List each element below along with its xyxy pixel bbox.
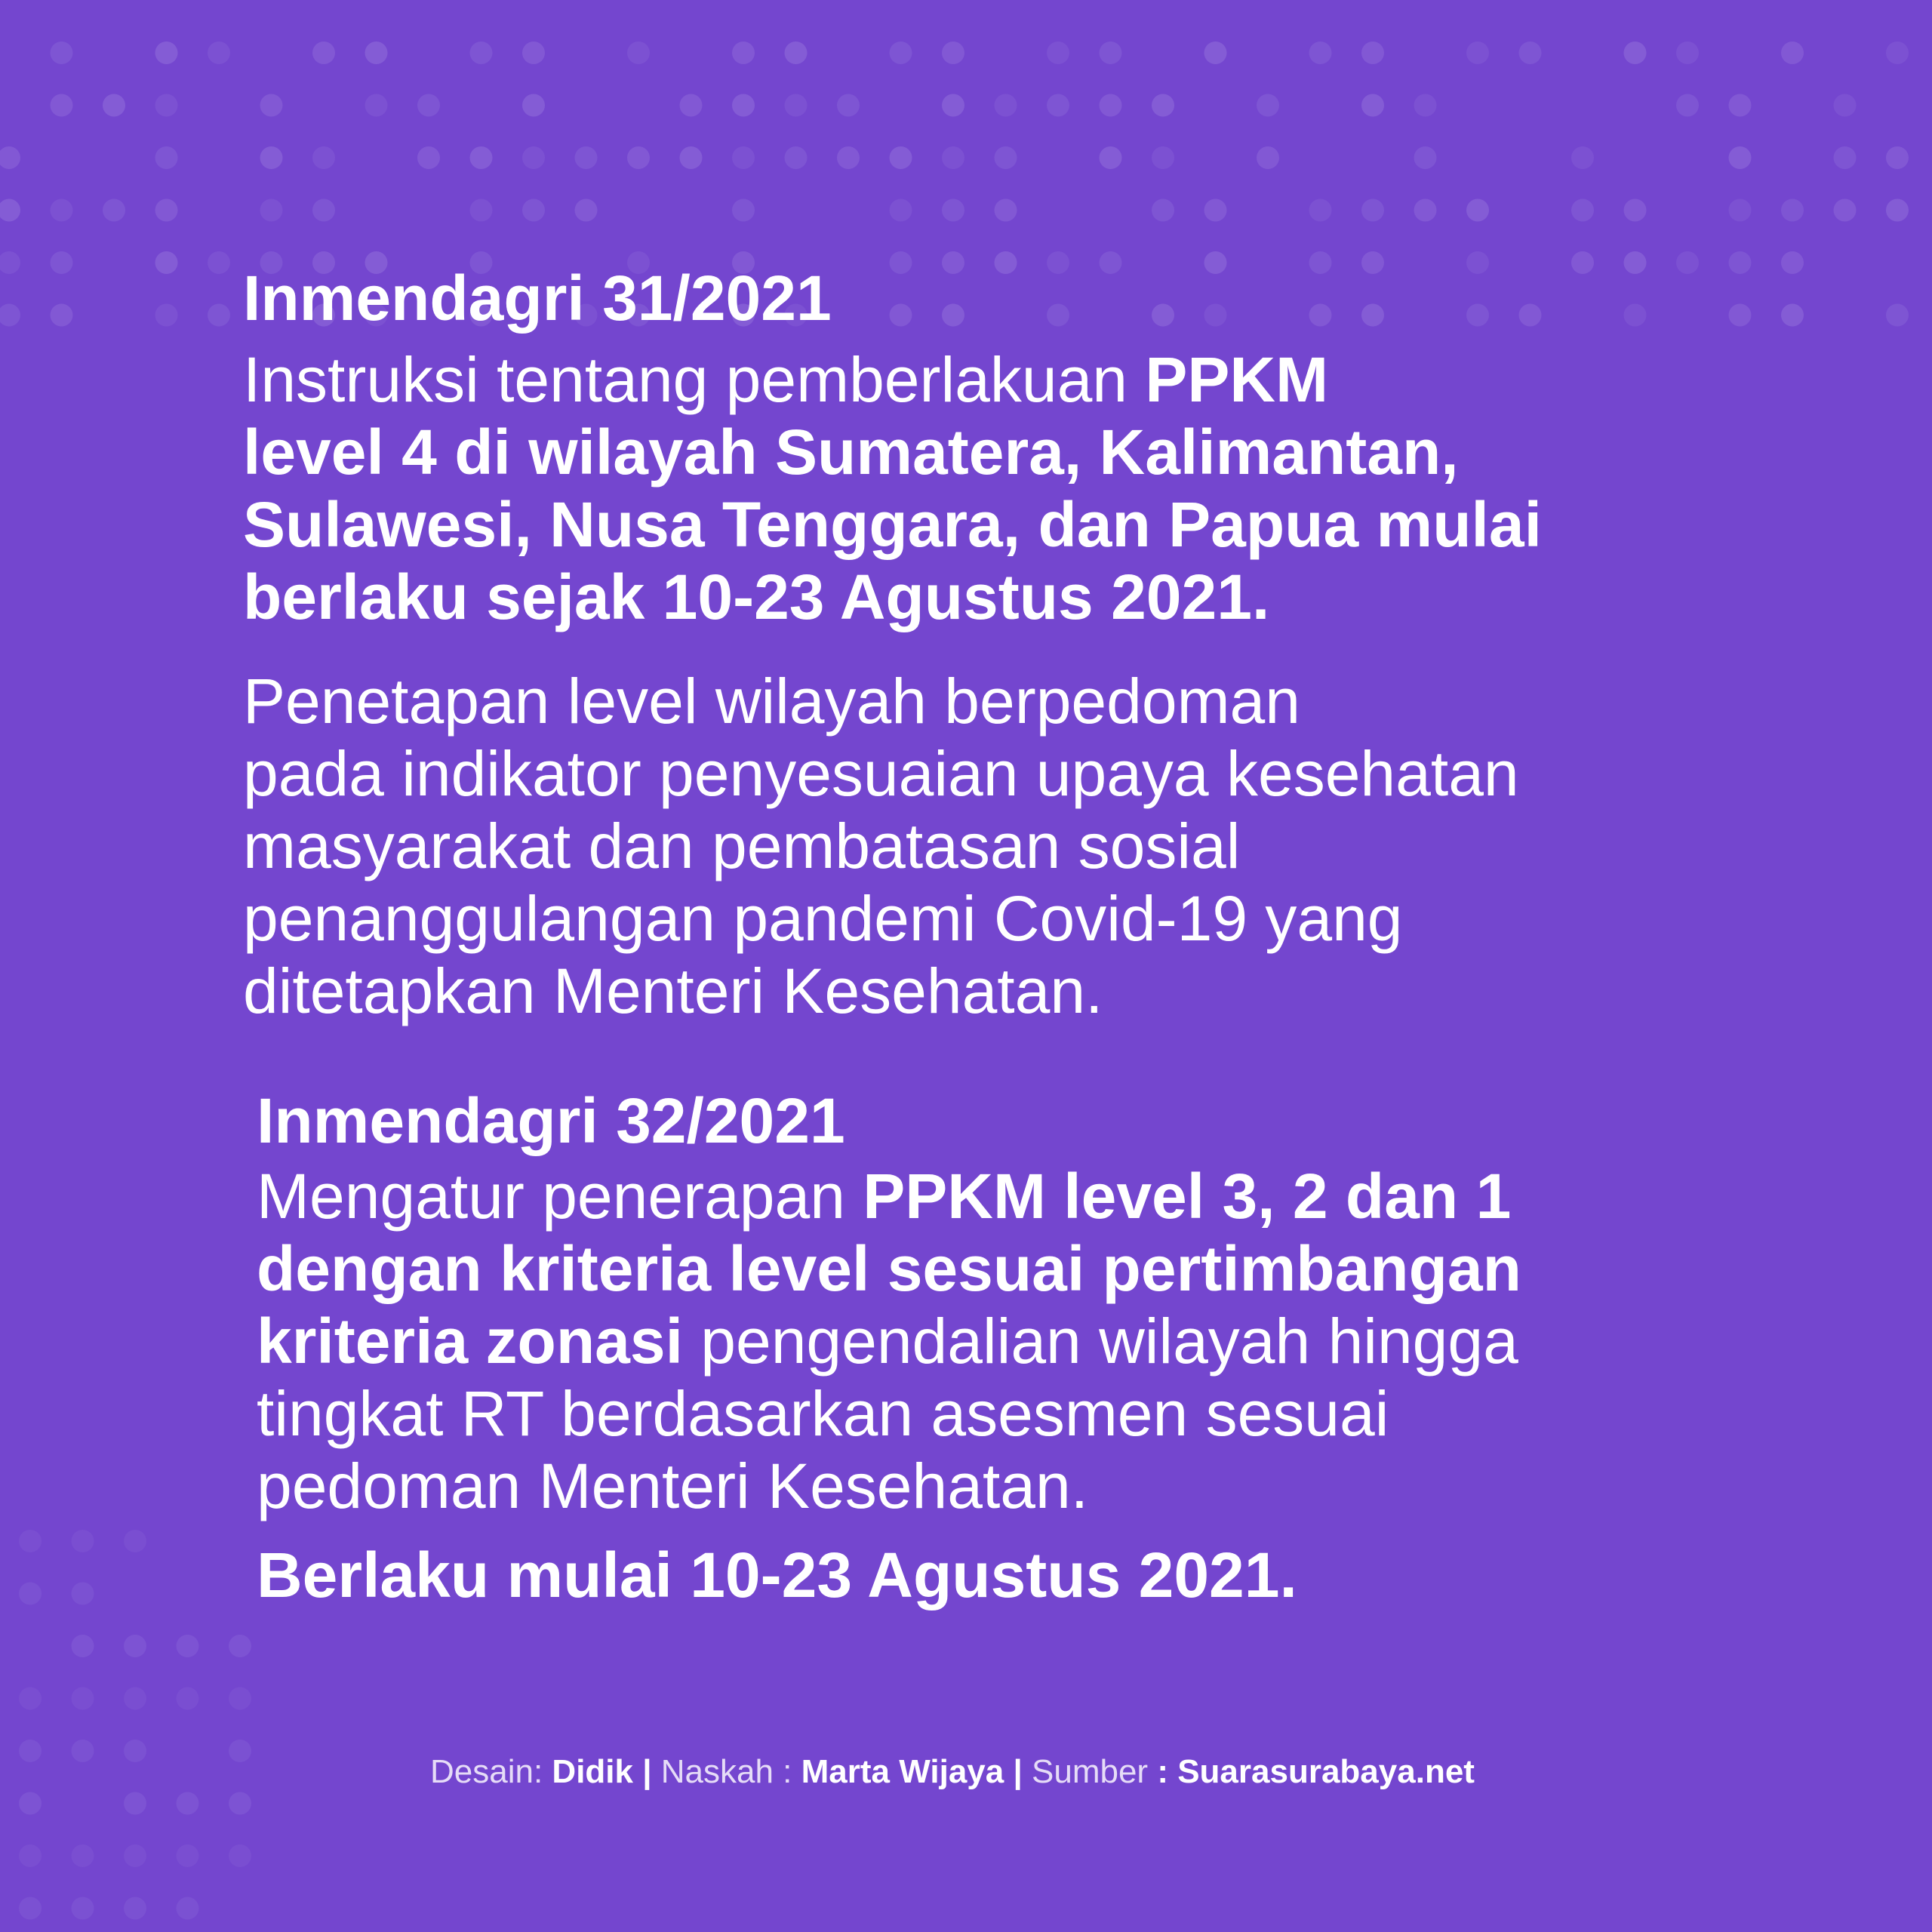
background-dot bbox=[522, 94, 545, 117]
background-dot bbox=[1729, 199, 1752, 222]
background-dot bbox=[312, 42, 335, 64]
instruksi-normal: Instruksi tentang pemberlakuan bbox=[243, 344, 1146, 415]
background-dot bbox=[627, 42, 650, 64]
background-dot bbox=[1886, 146, 1909, 169]
credits-naskah-name: Marta Wijaya bbox=[801, 1753, 1004, 1790]
credits-sumber-colon: : bbox=[1157, 1753, 1178, 1790]
background-dot bbox=[1466, 199, 1489, 222]
background-dot bbox=[1519, 42, 1542, 64]
background-dot bbox=[19, 1583, 42, 1605]
background-dot bbox=[155, 304, 178, 327]
background-dot bbox=[177, 1687, 199, 1710]
background-dot bbox=[732, 42, 755, 64]
instruksi-bold-2: level 4 di wilayah Sumatera, Kalimantan, bbox=[243, 417, 1459, 488]
background-dot bbox=[1204, 199, 1227, 222]
mengatur-line1-normal: Mengatur penerapan bbox=[257, 1161, 863, 1232]
background-dot bbox=[229, 1740, 251, 1762]
background-dot bbox=[890, 42, 912, 64]
background-dot bbox=[229, 1635, 251, 1657]
mengatur-line1-bold: PPKM level 3, 2 dan 1 bbox=[863, 1161, 1512, 1232]
background-dot bbox=[19, 1844, 42, 1867]
background-dot bbox=[72, 1687, 94, 1710]
background-dot bbox=[19, 1530, 42, 1552]
penetapan-line-5: ditetapkan Menteri Kesehatan. bbox=[243, 955, 1103, 1026]
background-dot bbox=[72, 1530, 94, 1552]
background-dot bbox=[732, 146, 755, 169]
background-dot bbox=[1414, 94, 1437, 117]
background-dot bbox=[229, 1844, 251, 1867]
background-dot bbox=[1834, 94, 1857, 117]
penetapan-line-3: masyarakat dan pembatasan sosial bbox=[243, 811, 1241, 881]
background-dot bbox=[1886, 304, 1909, 327]
credits-line bbox=[430, 1751, 1475, 1793]
background-dot bbox=[177, 1792, 199, 1815]
section2-berlaku: Berlaku mulai 10-23 Agustus 2021. bbox=[257, 1540, 1297, 1611]
background-dot bbox=[995, 199, 1017, 222]
background-dot bbox=[1309, 42, 1332, 64]
background-dot bbox=[680, 94, 703, 117]
credits-separator-2: | bbox=[1004, 1753, 1032, 1790]
background-dot bbox=[124, 1897, 146, 1920]
background-dot bbox=[155, 251, 178, 274]
background-dot bbox=[72, 1583, 94, 1605]
background-dot bbox=[365, 94, 388, 117]
mengatur-line3-normal: pengendalian wilayah hingga bbox=[682, 1306, 1518, 1377]
background-dot bbox=[785, 94, 808, 117]
background-dot bbox=[208, 251, 230, 274]
background-dot bbox=[155, 199, 178, 222]
background-dot bbox=[155, 94, 178, 117]
background-dot bbox=[995, 146, 1017, 169]
background-dot bbox=[1781, 42, 1804, 64]
background-dot bbox=[229, 1792, 251, 1815]
background-dot bbox=[942, 42, 964, 64]
background-dot bbox=[1624, 42, 1647, 64]
section-inmendagri-31 bbox=[243, 260, 1888, 1027]
background-dot bbox=[1834, 146, 1857, 169]
background-dot bbox=[1100, 94, 1122, 117]
background-dot bbox=[680, 146, 703, 169]
background-dot bbox=[124, 1792, 146, 1815]
background-dot bbox=[1047, 94, 1069, 117]
background-dot bbox=[890, 199, 912, 222]
section2-mengatur bbox=[257, 1160, 1902, 1522]
mengatur-line3-bold: kriteria zonasi bbox=[257, 1306, 683, 1377]
background-dot bbox=[1624, 199, 1647, 222]
credits-sumber-name: Suarasurabaya.net bbox=[1177, 1753, 1475, 1790]
background-dot bbox=[365, 42, 388, 64]
background-dot bbox=[470, 42, 493, 64]
background-dot bbox=[51, 94, 73, 117]
background-dot bbox=[522, 199, 545, 222]
background-dot bbox=[1047, 42, 1069, 64]
background-dot bbox=[785, 42, 808, 64]
background-dot bbox=[0, 304, 20, 327]
background-dot bbox=[51, 304, 73, 327]
background-dot bbox=[1571, 199, 1594, 222]
background-dot bbox=[72, 1844, 94, 1867]
background-dot bbox=[942, 94, 964, 117]
background-dot bbox=[1676, 94, 1699, 117]
background-dot bbox=[260, 199, 283, 222]
background-dot bbox=[0, 251, 20, 274]
background-dot bbox=[103, 199, 125, 222]
background-dot bbox=[1886, 42, 1909, 64]
section1-penetapan bbox=[243, 665, 1888, 1027]
background-dot bbox=[177, 1897, 199, 1920]
background-dot bbox=[1100, 146, 1122, 169]
background-dot bbox=[51, 42, 73, 64]
penetapan-line-4: penanggulangan pandemi Covid-19 yang bbox=[243, 883, 1403, 954]
background-dot bbox=[208, 304, 230, 327]
instruksi-bold-1: PPKM bbox=[1145, 344, 1329, 415]
instruksi-bold-3: Sulawesi, Nusa Tenggara, dan Papua mulai bbox=[243, 489, 1542, 560]
background-dot bbox=[1361, 94, 1384, 117]
section1-title: Inmendagri 31/2021 bbox=[243, 263, 832, 334]
background-dot bbox=[1414, 199, 1437, 222]
background-dot bbox=[1886, 199, 1909, 222]
background-dot bbox=[260, 146, 283, 169]
background-dot bbox=[124, 1635, 146, 1657]
background-dot bbox=[1571, 146, 1594, 169]
background-dot bbox=[155, 42, 178, 64]
background-dot bbox=[942, 199, 964, 222]
section1-instruksi bbox=[243, 343, 1888, 633]
background-dot bbox=[72, 1897, 94, 1920]
background-dot bbox=[522, 42, 545, 64]
background-dot bbox=[103, 94, 125, 117]
background-dot bbox=[72, 1635, 94, 1657]
background-dot bbox=[208, 42, 230, 64]
background-dot bbox=[1309, 199, 1332, 222]
background-dot bbox=[1152, 94, 1174, 117]
background-dot bbox=[1152, 199, 1174, 222]
background-dot bbox=[1676, 42, 1699, 64]
background-dot bbox=[942, 146, 964, 169]
background-dot bbox=[124, 1740, 146, 1762]
background-dot bbox=[732, 94, 755, 117]
background-dot bbox=[1361, 199, 1384, 222]
background-dot bbox=[575, 199, 598, 222]
credits-separator-1: | bbox=[633, 1753, 661, 1790]
background-dot bbox=[124, 1844, 146, 1867]
background-dot bbox=[155, 146, 178, 169]
background-dot bbox=[177, 1635, 199, 1657]
background-dot bbox=[1834, 199, 1857, 222]
background-dot bbox=[1729, 146, 1752, 169]
background-dot bbox=[51, 251, 73, 274]
credits-desain-label: Desain: bbox=[430, 1753, 552, 1790]
background-dot bbox=[417, 94, 440, 117]
background-dot bbox=[890, 146, 912, 169]
background-dot bbox=[1781, 199, 1804, 222]
background-dot bbox=[1152, 146, 1174, 169]
background-dot bbox=[19, 1740, 42, 1762]
background-dot bbox=[470, 199, 493, 222]
background-dot bbox=[785, 146, 808, 169]
section2-title: Inmendagri 32/2021 bbox=[257, 1085, 845, 1156]
credits-desain-name: Didik bbox=[552, 1753, 633, 1790]
background-dot bbox=[1414, 146, 1437, 169]
background-dot bbox=[0, 146, 20, 169]
background-dot bbox=[1729, 94, 1752, 117]
background-dot bbox=[522, 146, 545, 169]
background-dot bbox=[837, 94, 860, 117]
background-dot bbox=[51, 199, 73, 222]
background-dot bbox=[417, 146, 440, 169]
penetapan-line-1: Penetapan level wilayah berpedoman bbox=[243, 666, 1300, 737]
background-dot bbox=[0, 199, 20, 222]
credits-naskah-label: Naskah : bbox=[660, 1753, 801, 1790]
background-dot bbox=[19, 1687, 42, 1710]
background-dot bbox=[1257, 146, 1279, 169]
background-dot bbox=[1100, 42, 1122, 64]
background-dot bbox=[312, 199, 335, 222]
background-dot bbox=[470, 146, 493, 169]
background-dot bbox=[837, 146, 860, 169]
background-dot bbox=[312, 146, 335, 169]
instruksi-bold-4: berlaku sejak 10-23 Agustus 2021. bbox=[243, 561, 1270, 632]
background-dot bbox=[1257, 94, 1279, 117]
background-dot bbox=[124, 1687, 146, 1710]
background-dot bbox=[177, 1844, 199, 1867]
penetapan-line-2: pada indikator penyesuaian upaya kesehatan bbox=[243, 738, 1519, 809]
background-dot bbox=[995, 94, 1017, 117]
background-dot bbox=[575, 146, 598, 169]
background-dot bbox=[19, 1897, 42, 1920]
mengatur-line2-bold: dengan kriteria level sesuai pertimbangan bbox=[257, 1233, 1521, 1304]
background-dot bbox=[229, 1687, 251, 1710]
background-dot bbox=[72, 1740, 94, 1762]
background-dot bbox=[1361, 42, 1384, 64]
background-dot bbox=[1466, 42, 1489, 64]
background-dot bbox=[627, 146, 650, 169]
background-dot bbox=[124, 1530, 146, 1552]
background-dot bbox=[19, 1792, 42, 1815]
section-inmendagri-32 bbox=[257, 1083, 1902, 1613]
background-dot bbox=[732, 199, 755, 222]
background-dot bbox=[1204, 42, 1227, 64]
mengatur-line5: pedoman Menteri Kesehatan. bbox=[257, 1451, 1089, 1521]
mengatur-line4: tingkat RT berdasarkan asesmen sesuai bbox=[257, 1378, 1389, 1449]
background-dot bbox=[260, 94, 283, 117]
credits-sumber-label: Sumber bbox=[1032, 1753, 1158, 1790]
